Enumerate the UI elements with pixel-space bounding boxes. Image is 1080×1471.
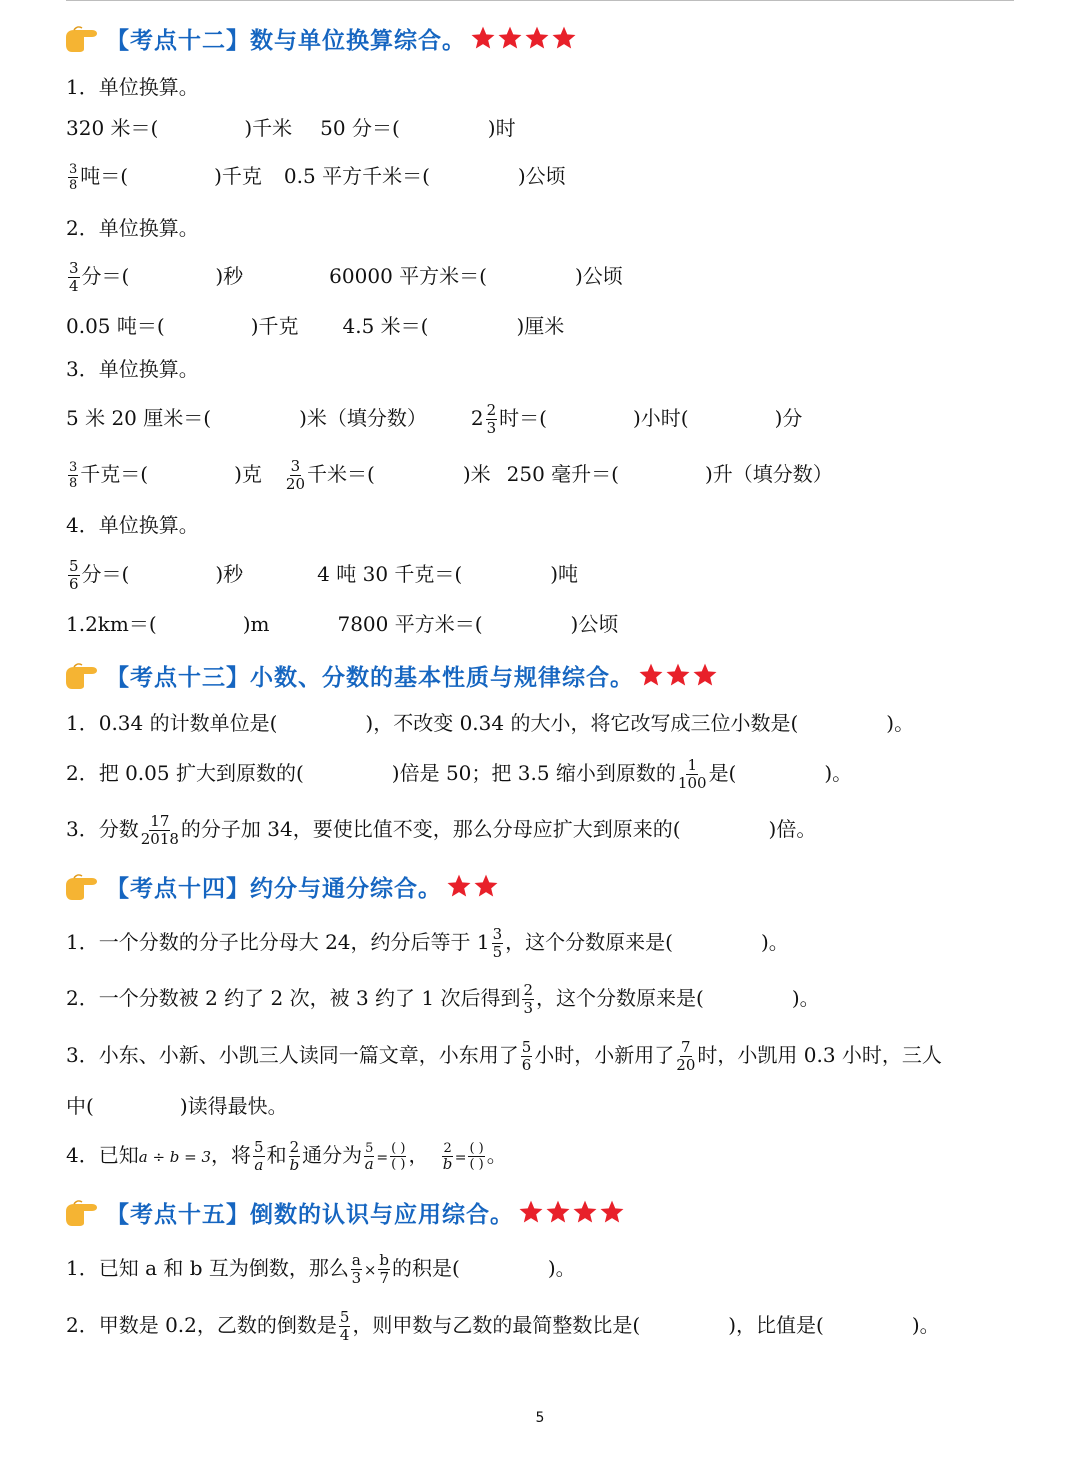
fraction-answer-blank[interactable]: $\frac{( )}{( )}$	[391, 1141, 406, 1172]
s12-q2-heading	[66, 212, 199, 244]
fraction: $\frac{5}{6}$	[521, 1038, 532, 1074]
star-icon	[599, 1199, 625, 1225]
question-text: 分＝(	[81, 264, 130, 288]
question-text: )米（填分数）	[299, 406, 427, 430]
fraction: $\frac{2}{3}$	[523, 981, 534, 1017]
question-text: 2．把 0.05 扩大到原数的(	[66, 761, 304, 785]
pointing-hand-icon	[64, 1197, 102, 1227]
s14-q2	[66, 982, 820, 1016]
question-text: )公顷	[517, 164, 566, 188]
star-icon	[665, 662, 691, 688]
question-text: )倍是 50；把 3.5 缩小到原数的	[391, 761, 676, 785]
s13-q2	[66, 757, 852, 791]
question-text: 小时，小新用了	[534, 1043, 675, 1067]
question-text: 吨＝(	[80, 164, 129, 188]
fraction-answer-blank[interactable]: $\frac{( )}{( )}$	[469, 1141, 484, 1172]
question-text: )读得最快。	[179, 1094, 288, 1118]
question-text: )时	[487, 116, 516, 140]
math-expression: a ÷ b = 3	[138, 1148, 212, 1166]
star-icon	[638, 662, 664, 688]
question-text: )公顷	[574, 264, 623, 288]
question-text: 的积是(	[392, 1256, 460, 1280]
s12-q4-line1	[66, 558, 578, 592]
pointing-hand-icon	[64, 871, 102, 901]
s12-q1-line2	[66, 160, 566, 192]
fraction: $\frac{5}{a}$	[254, 1138, 264, 1174]
s15-q2	[66, 1309, 940, 1343]
question-text: )分	[774, 406, 803, 430]
question-text: 千克＝(	[80, 462, 149, 486]
mixed-number-whole: 2	[470, 406, 484, 430]
star-icon	[470, 25, 496, 51]
question-text: 2．一个分数被 2 约了 2 次，被 3 约了 1 次后得到	[66, 986, 521, 1010]
section-title-text: 【考点十四】约分与通分综合。	[106, 875, 442, 902]
question-text: )公顷	[570, 612, 619, 636]
s12-q2-line2	[66, 310, 564, 342]
pointing-hand-icon	[64, 660, 102, 690]
question-text: 3．单位换算。	[66, 357, 199, 381]
question-text: ，则甲数与乙数的最简整数比是(	[352, 1313, 641, 1337]
star-icon	[518, 1199, 544, 1225]
question-text: )，比值是(	[728, 1313, 824, 1337]
star-icon	[551, 25, 577, 51]
question-text: 60000 平方米＝(	[329, 264, 487, 288]
pointing-hand-icon	[64, 23, 102, 53]
question-text: 中(	[66, 1094, 94, 1118]
question-text: 是(	[708, 761, 737, 785]
difficulty-stars	[518, 1199, 626, 1225]
question-text: 3．小东、小新、小凯三人读同一篇文章，小东用了	[66, 1043, 519, 1067]
page-number: 5	[535, 1410, 545, 1426]
fraction: $\frac{2}{b}$	[289, 1138, 300, 1174]
fraction: $\frac{5}{6}$	[69, 557, 79, 593]
question-text: 。	[486, 1143, 507, 1167]
s13-q1	[66, 707, 914, 739]
section-title-12	[64, 18, 578, 58]
question-text: 分＝(	[81, 562, 130, 586]
question-text: 1．单位换算。	[66, 75, 199, 99]
question-text: )米	[462, 462, 491, 486]
s12-q3-line1	[66, 402, 802, 436]
section-title-text: 【考点十二】数与单位换算综合。	[106, 27, 466, 54]
question-text: 1．已知 a 和 b 互为倒数，那么	[66, 1256, 349, 1280]
question-text: 1．一个分数的分子比分母大 24，约分后等于 1	[66, 930, 490, 954]
fraction: $\frac{3}{5}$	[492, 925, 503, 961]
question-text: )厘米	[516, 314, 565, 338]
question-text: 4 吨 30 千克＝(	[317, 562, 463, 586]
section-title-15	[64, 1192, 626, 1232]
s12-q3-line2	[66, 458, 833, 492]
star-icon	[497, 25, 523, 51]
question-text: 的分子加 34，要使比值不变，那么分母应扩大到原来的(	[180, 817, 681, 841]
s12-q4-heading	[66, 509, 199, 541]
equals-sign: =	[376, 1150, 389, 1166]
fraction: $\frac{a}{3}$	[351, 1251, 362, 1287]
question-text: )千克	[214, 164, 262, 188]
question-text: 千米＝(	[307, 462, 375, 486]
question-text: )m	[242, 612, 270, 636]
question-text: )。	[911, 1313, 940, 1337]
question-text: )倍。	[768, 817, 817, 841]
question-text: 4.5 米＝(	[342, 314, 429, 338]
question-text: )。	[547, 1256, 576, 1280]
star-icon	[545, 1199, 571, 1225]
s12-q4-line2	[66, 608, 618, 640]
difficulty-stars	[446, 873, 500, 899]
s12-q3-heading	[66, 353, 199, 385]
question-text: )小时(	[632, 406, 689, 430]
question-text: 320 米＝(	[66, 116, 159, 140]
question-text: )秒	[215, 562, 244, 586]
question-text: 通分为	[302, 1143, 363, 1167]
s15-q1	[66, 1252, 576, 1286]
question-text: )升（填分数）	[704, 462, 833, 486]
fraction: $\frac{b}{7}$	[379, 1251, 390, 1287]
question-text: 4．单位换算。	[66, 513, 199, 537]
question-text: )。	[791, 986, 820, 1010]
question-text: 2．单位换算。	[66, 216, 199, 240]
question-text: )秒	[215, 264, 244, 288]
question-text: ，将	[211, 1143, 252, 1167]
star-icon	[473, 873, 499, 899]
difficulty-stars	[638, 662, 719, 688]
section-title-text: 【考点十五】倒数的认识与应用综合。	[106, 1201, 514, 1228]
s13-q3	[66, 813, 816, 847]
section-title-13	[64, 655, 719, 695]
fraction: $\frac{3}{8}$	[69, 460, 78, 491]
fraction: $\frac{1}{100}$	[677, 756, 707, 792]
s14-q1	[66, 926, 789, 960]
question-text: ，这个分数原来是(	[536, 986, 704, 1010]
s14-q3-line1	[66, 1039, 942, 1073]
question-text: )千米	[244, 116, 293, 140]
question-text: 0.05 吨＝(	[66, 314, 165, 338]
question-text: 2．甲数是 0.2，乙数的倒数是	[66, 1313, 337, 1337]
question-text: 1．0.34 的计数单位是(	[66, 711, 278, 735]
fraction: $\frac{5}{a}$	[364, 1141, 374, 1173]
question-text: )。	[824, 761, 853, 785]
question-text: )。	[886, 711, 915, 735]
top-divider	[66, 0, 1014, 1]
question-text: )。	[760, 930, 789, 954]
fraction: $\frac{2}{b}$	[442, 1141, 453, 1173]
question-text: ，	[408, 1143, 429, 1167]
section-title-14	[64, 866, 500, 906]
fraction: $\frac{2}{3}$	[486, 401, 497, 437]
equals-sign: =	[454, 1150, 467, 1166]
fraction: $\frac{3}{4}$	[69, 259, 79, 295]
s12-q1-heading	[66, 71, 199, 103]
star-icon	[446, 873, 472, 899]
question-text: 时＝(	[499, 406, 547, 430]
question-text: ，这个分数原来是(	[505, 930, 673, 954]
fraction: $\frac{3}{20}$	[285, 457, 305, 493]
s14-q4	[66, 1139, 507, 1174]
question-text: 时，小凯用 0.3 小时，三人	[697, 1043, 942, 1067]
star-icon	[524, 25, 550, 51]
question-text: 3．分数	[66, 817, 139, 841]
question-text: 0.5 平方千米＝(	[283, 164, 430, 188]
difficulty-stars	[470, 25, 578, 51]
s12-q1-line1	[66, 112, 516, 144]
question-text: )，不改变 0.34 的大小，将它改写成三位小数是(	[365, 711, 799, 735]
question-text: 50 分＝(	[320, 116, 400, 140]
star-icon	[692, 662, 718, 688]
question-text: )千克	[250, 314, 299, 338]
question-text: 5 米 20 厘米＝(	[66, 406, 212, 430]
fraction: $\frac{3}{8}$	[69, 162, 78, 193]
fraction: $\frac{5}{4}$	[339, 1308, 350, 1344]
fraction: $\frac{17}{2018}$	[140, 812, 179, 848]
question-text: 250 毫升＝(	[506, 462, 619, 486]
question-text: 和	[266, 1143, 287, 1167]
question-text: )克	[234, 462, 262, 486]
s14-q3-line2	[66, 1090, 288, 1122]
fraction: $\frac{7}{20}$	[676, 1038, 696, 1074]
question-text: 7800 平方米＝(	[337, 612, 483, 636]
times-sign: ×	[363, 1261, 377, 1279]
s12-q2-line1	[66, 260, 623, 294]
section-title-text: 【考点十三】小数、分数的基本性质与规律综合。	[106, 664, 634, 691]
star-icon	[572, 1199, 598, 1225]
question-text: 4．已知	[66, 1143, 139, 1167]
question-text: 1.2km＝(	[66, 612, 157, 636]
question-text: )吨	[550, 562, 579, 586]
